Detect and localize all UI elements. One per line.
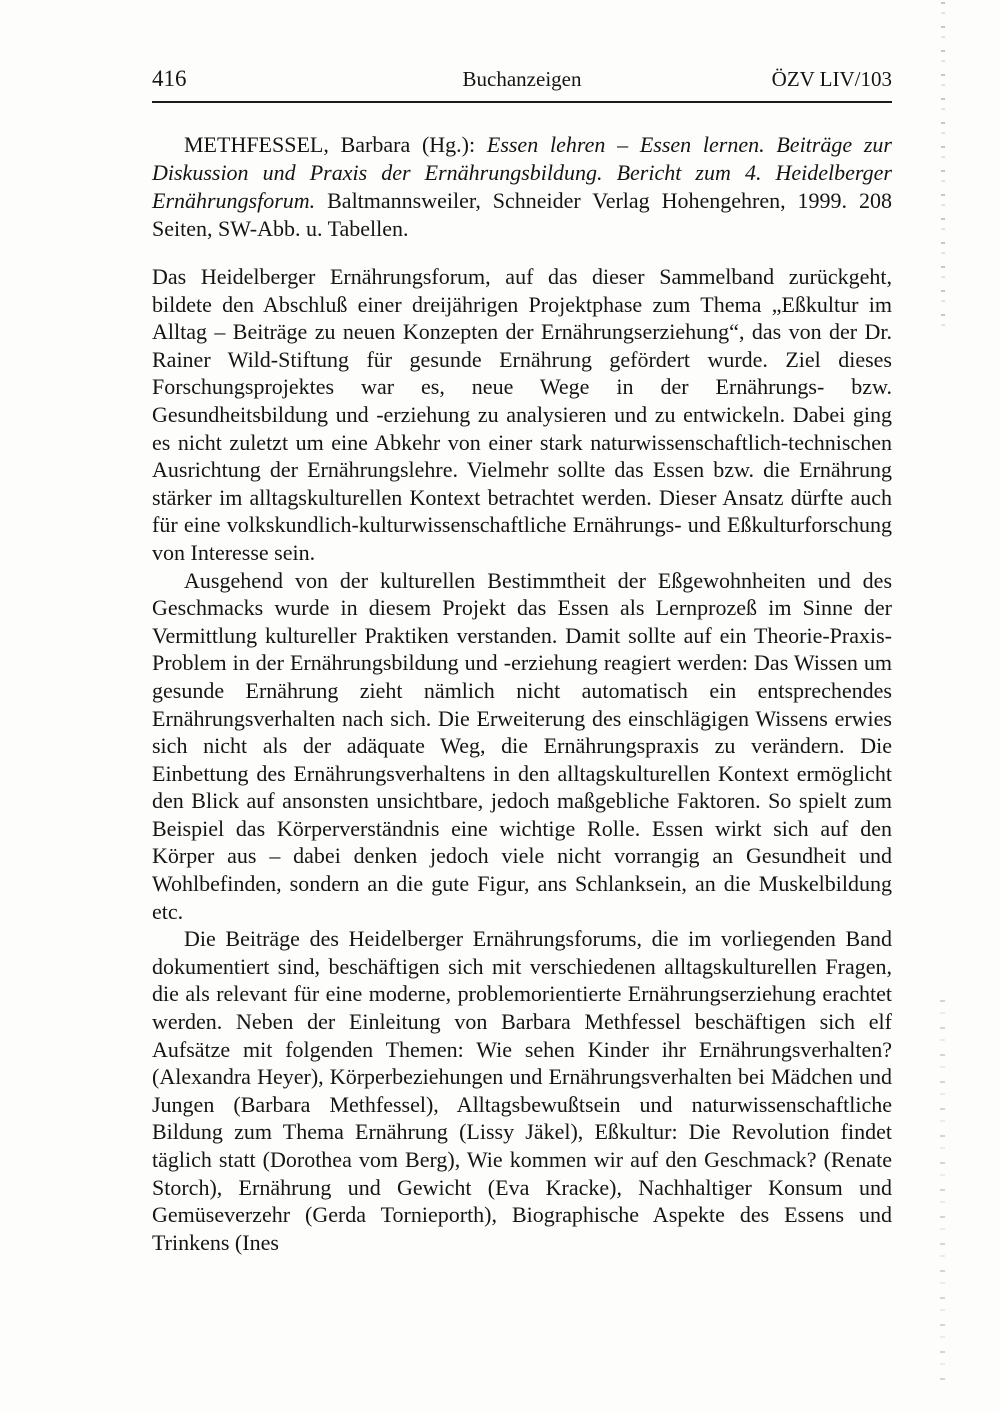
bib-title: Essen lehren – Essen lernen. Beiträge zur Diskussion und Praxis der Ernährungsbildung. Bericht zum 4. Heidelberger Ernährungsforum.: [152, 132, 892, 213]
review-text: [152, 263, 892, 1256]
journal-reference: ÖZV LIV/103: [771, 67, 893, 91]
bib-authors: METHFESSEL, Barbara (Hg.):: [184, 132, 487, 157]
scan-noise-artifact: [941, 2, 945, 332]
running-header: [152, 66, 892, 92]
page-number: 416: [152, 66, 187, 91]
scan-noise-artifact: [940, 1000, 945, 1390]
review-paragraph: Ausgehend von der kulturellen Bestimmtheit der Eßgewohnheiten und des Geschmacks wurde in diesem Projekt das Essen als Lernprozeß im Sinne der Vermittlung kultureller Praktiken verstanden. Damit sollte auf ein Theorie-Praxis-Problem in der Ernährungsbildung und -erziehung reagiert werden: Das Wissen um gesunde Ernährung zieht nämlich nicht automatisch ein entsprechendes Ernährungsverhalten nach sich. Die Erweiterung des einschlägigen Wissens erwies sich nicht als der adäquate Weg, die Ernährungspraxis zu verändern. Die Einbettung des Ernährungsverhaltens in den alltagskulturellen Kontext ermöglicht den Blick auf ansonsten unsichtbare, jedoch maßgebliche Faktoren. So spielt zum Beispiel das Körperverständnis eine wichtige Rolle. Essen wirkt sich auf den Körper aus – dabei denken jedoch viele nicht vorrangig an Gesundheit und Wohlbefinden, sondern an die gute Figur, ans Schlanksein, an die Muskelbildung etc.: [152, 567, 892, 924]
review-paragraph: Das Heidelberger Ernährungsforum, auf das dieser Sammelband zurückgeht, bildete den Abschluß einer dreijährigen Projektphase zum Thema „Eßkultur im Alltag – Beiträge zu neuen Konzepten der Ernährungserziehung“, das von der Dr. Rainer Wild-Stiftung für gesunde Ernährung gefördert wurde. Ziel dieses Forschungsprojektes war es, neue Wege in der Ernährungs- bzw. Gesundheitsbildung und -erziehung zu analysieren und zu entwickeln. Dabei ging es nicht zuletzt um eine Abkehr von einer stark naturwissenschaftlich-technischen Ausrichtung der Ernährungslehre. Vielmehr sollte das Essen bzw. die Ernährung stärker im alltagskulturellen Kontext betrachtet werden. Dieser Ansatz dürfte auch für eine volkskundlich-kulturwissenschaftliche Ernährungs- und Eßkulturforschung von Interesse sein.: [152, 264, 892, 565]
section-title: Buchanzeigen: [462, 67, 582, 91]
header-rule: [152, 101, 892, 103]
text-column: [152, 66, 892, 1256]
bib-imprint: Baltmannsweiler, Schneider Verlag Hohengehren, 1999. 208 Seiten, SW-Abb. u. Tabellen.: [152, 188, 892, 241]
review-paragraph: Die Beiträge des Heidelberger Ernährungsforums, die im vorliegenden Band dokumentiert sind, beschäftigen sich mit verschiedenen alltagskulturellen Fragen, die als relevant für eine moderne, problemorientierte Ernährungserziehung erachtet werden. Neben der Einleitung von Barbara Methfessel beschäftigen sich elf Aufsätze mit folgenden Themen: Wie sehen Kinder ihr Ernährungsverhalten? (Alexandra Heyer), Körperbeziehungen und Ernährungsverhalten bei Mädchen und Jungen (Barbara Methfessel), Alltagsbewußtsein und naturwissenschaftliche Bildung zum Thema Ernährung (Lissy Jäkel), Eßkultur: Die Revolution findet täglich statt (Dorothea vom Berg), Wie kommen wir auf den Geschmack? (Renate Storch), Ernährung und Gewicht (Eva Kracke), Nachhaltiger Konsum und Gemüseverzehr (Gerda Tornieporth), Biographische Aspekte des Essens und Trinkens (Ines: [152, 926, 892, 1255]
bibliographic-entry: [152, 131, 892, 243]
